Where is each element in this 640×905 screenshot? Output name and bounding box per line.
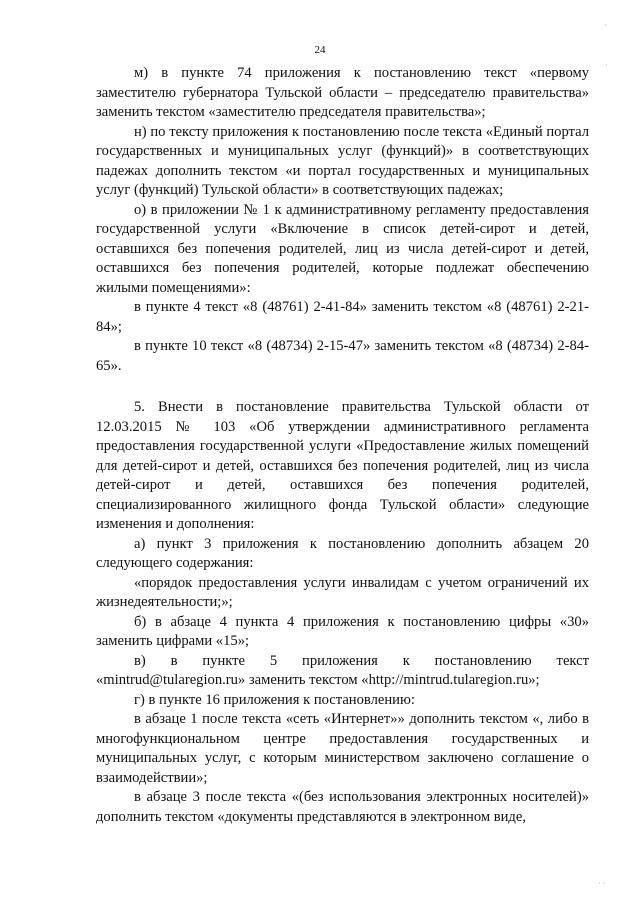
margin-mark: · · <box>598 879 606 888</box>
document-body <box>96 64 589 827</box>
paragraph-o-point-10: в пункте 10 текст «8 (48734) 2-15-47» заменить текстом «8 (48734) 2-84-65». <box>96 338 589 374</box>
paragraph-a-quote: «порядок предоставления услуги инвалидам с учетом ограничений их жизнедеятельности;»; <box>96 574 589 610</box>
paragraph-g: г) в пункте 16 приложения к постановлению: <box>134 691 415 708</box>
paragraph-m: м) в пункте 74 приложения к постановлению текст «первому заместителю губернатора Тульской области – председателю правительства» заменить текстом «заместителю председателя правительства»; <box>96 65 589 120</box>
paragraph-o: о) в приложении № 1 к административному регламенту предоставления государственной услуги «Включение в список детей-сирот и детей, оставшихся без попечения родителей, лиц из числа детей-сирот и детей, оставшихся без попечения родителей, которые подлежат обеспечению жилыми помещениями»: <box>96 201 589 296</box>
paragraph-g-abzac-3: в абзаце 3 после текста «(без использования электронных носителей)» дополнить текстом «документы представляются в электронном виде, <box>96 789 589 825</box>
margin-mark: · <box>605 61 608 70</box>
paragraph-g-abzac-1: в абзаце 1 после текста «сеть «Интернет»» дополнить текстом «, либо в многофункциональном центре предоставления государственных и муниципальных услуг, с которым министерством заключено соглашение о взаимодействии»; <box>96 711 589 786</box>
section-gap <box>96 376 589 398</box>
paragraph-item-5: 5. Внести в постановление правительства Тульской области от 12.03.2015 № 103 «Об утверждении административного регламента предоставления государственной услуги «Предоставление жилых помещений для детей-сирот и детей, оставшихся без попечения родителей, лиц из числа детей-сирот и детей, оставшихся без попечения родителей, специализированного жилищного фонда Тульской области» следующие изменения и дополнения: <box>96 399 589 532</box>
paragraph-a: а) пункт 3 приложения к постановлению дополнить абзацем 20 следующего содержания: <box>96 535 589 571</box>
paragraph-v: в) в пункте 5 приложения к постановлению текст «mintrud@tularegion.ru» заменить текстом «http://mintrud.tularegion.ru»; <box>96 652 589 688</box>
paragraph-n: н) по тексту приложения к постановлению после текста «Единый портал государственных и муниципальных услуг (функций)» в соответствующих падежах дополнить текстом «и портал государственных и муниципальных услуг (функций) Тульской области» в соответствующих падежах; <box>96 123 589 198</box>
page-number: 24 <box>314 44 326 56</box>
paragraph-o-point-4: в пункте 4 текст «8 (48761) 2-41-84» заменить текстом «8 (48761) 2-21-84»; <box>96 299 589 335</box>
margin-mark: · <box>604 21 607 30</box>
paragraph-b: б) в абзаце 4 пункта 4 приложения к постановлению цифры «30» заменить цифрами «15»; <box>96 613 589 649</box>
